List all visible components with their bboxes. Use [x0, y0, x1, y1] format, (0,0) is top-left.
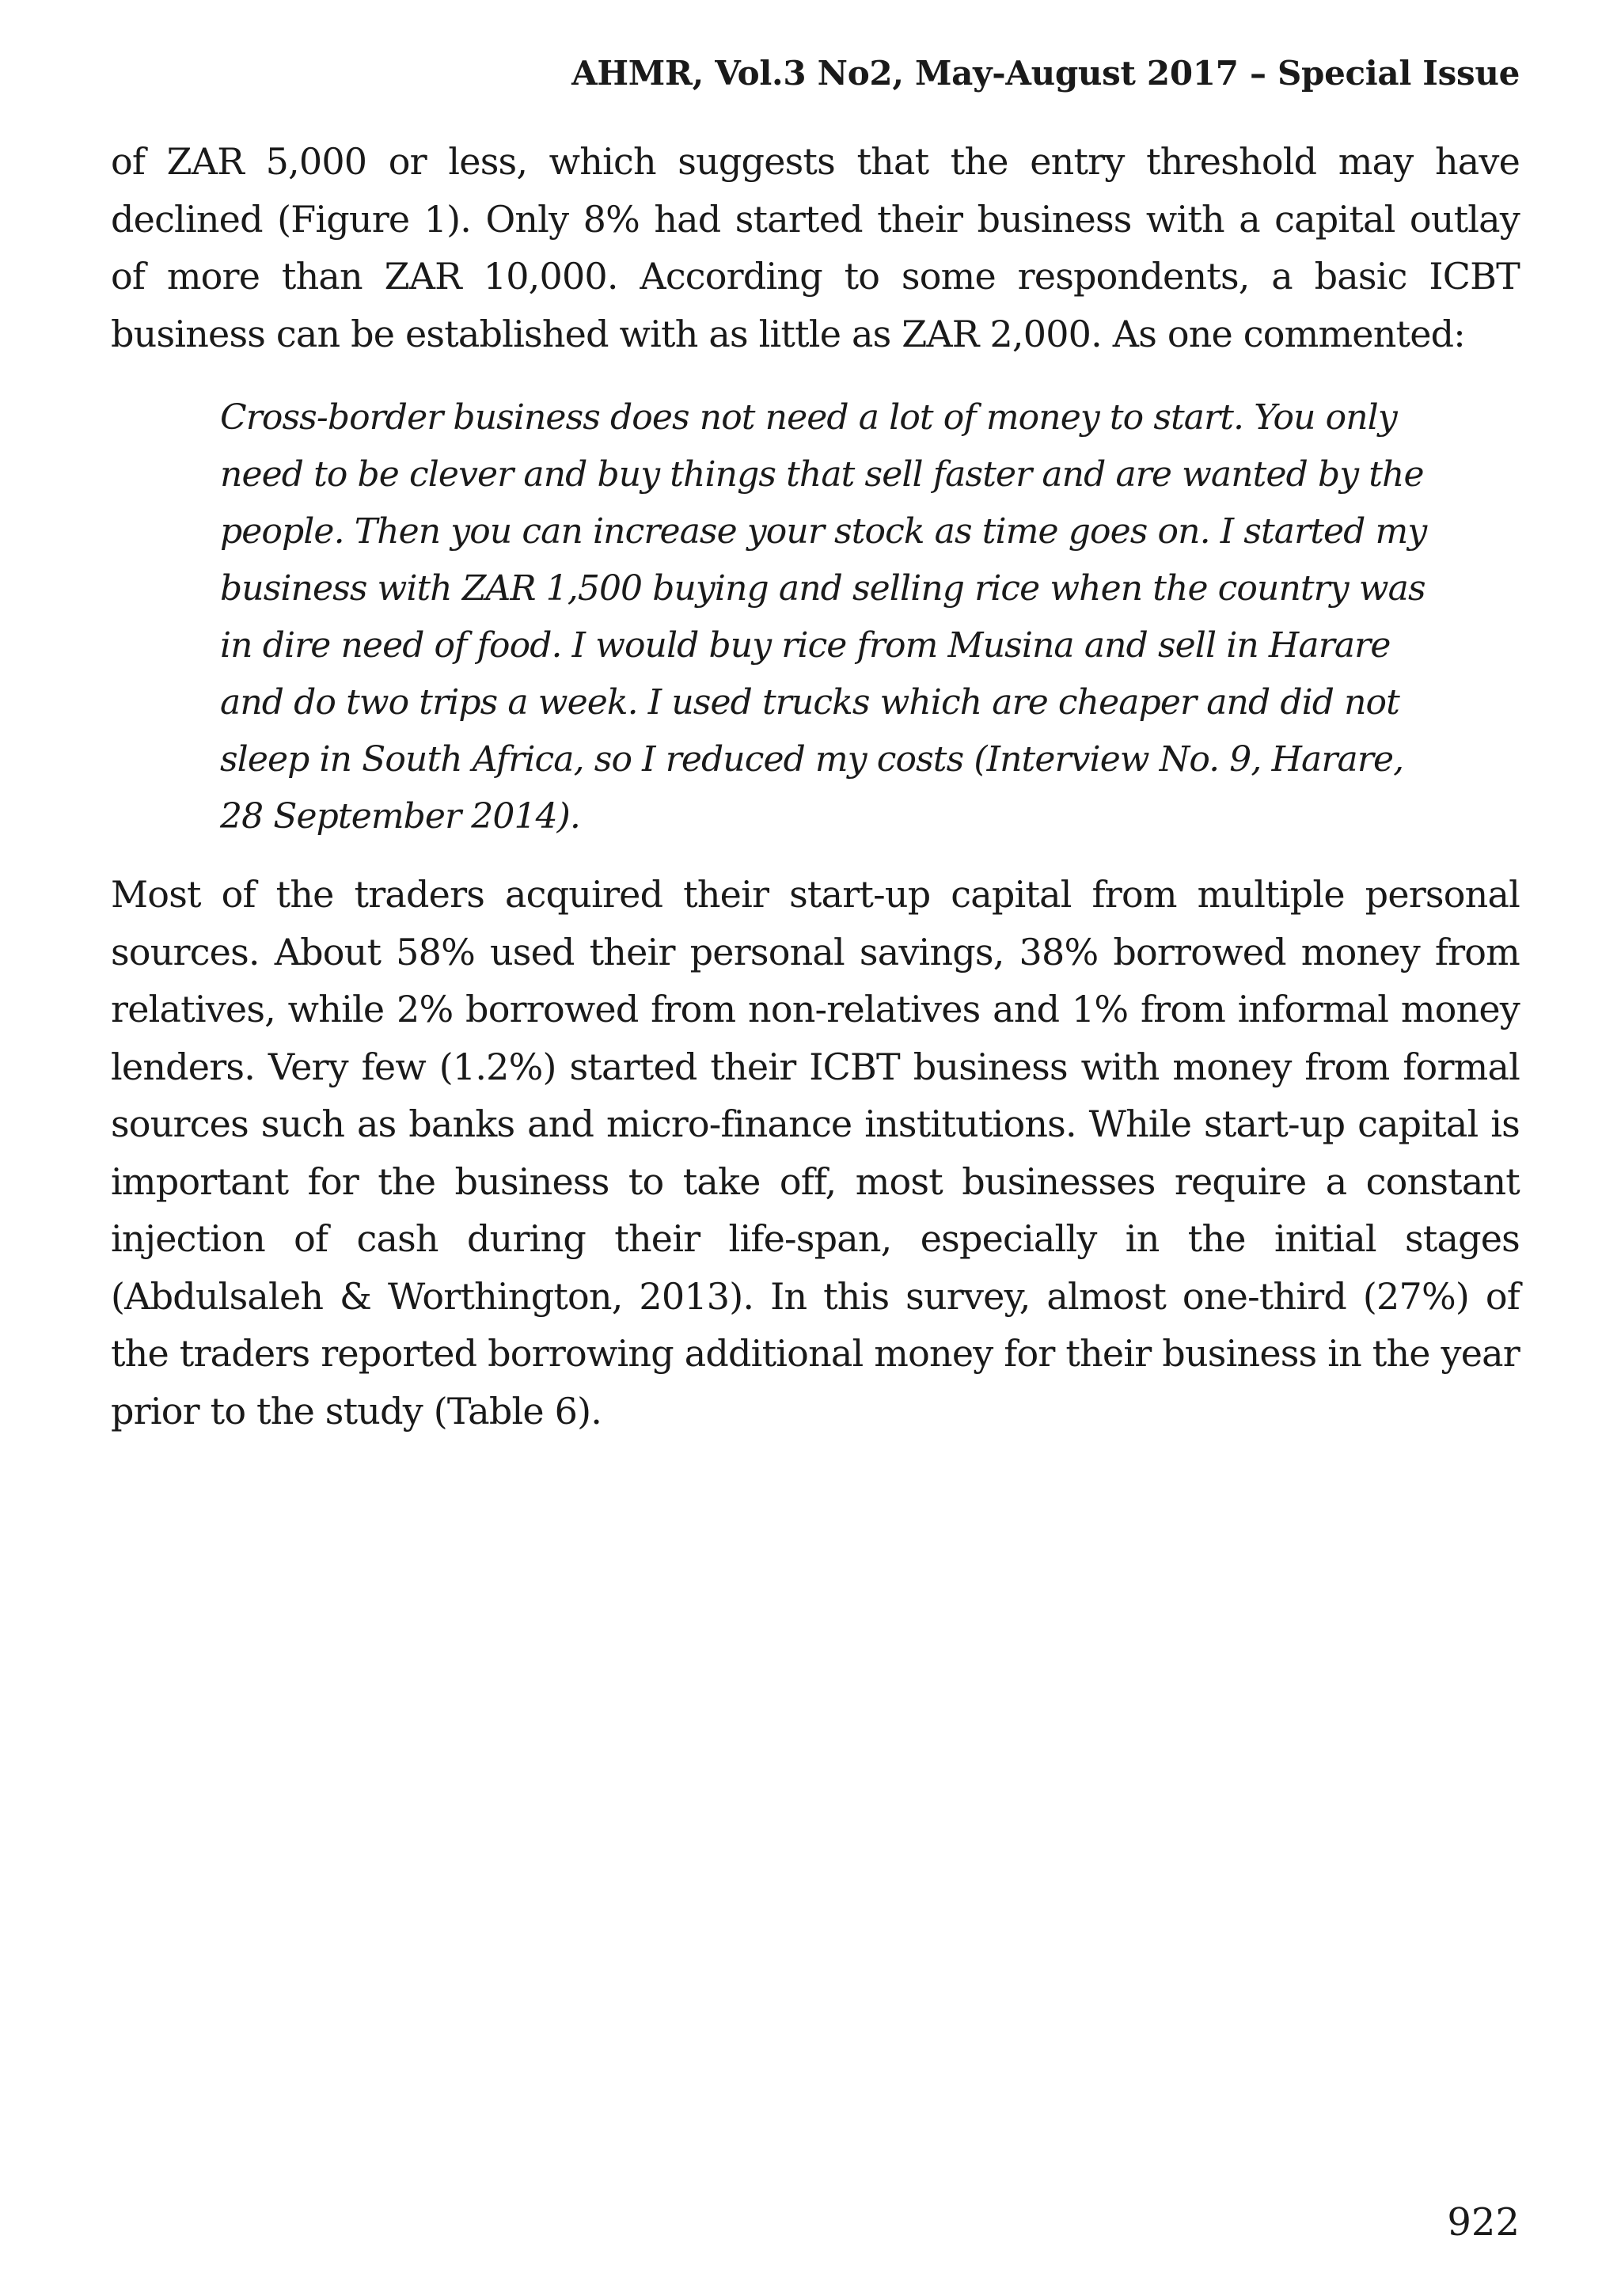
- page-number: 922: [1447, 2200, 1520, 2245]
- body-paragraph: of ZAR 5,000 or less, which suggests that the entry threshold may have declined (Figure 1). Only 8% had started their business with a capital outlay of more than ZAR 10,000. According to some respondents, a basic ICBT business can be established with as little as ZAR 2,000. As one commented:: [111, 140, 1520, 355]
- body-paragraph: Most of the traders acquired their start-up capital from multiple personal sources. About 58% used their personal savings, 38% borrowed money from relatives, while 2% borrowed from non-relatives and 1% from informal money lenders. Very few (1.2%) started their ICBT business with money from formal sources such as banks and micro-finance institutions. While start-up capital is important for the business to take off, most businesses require a constant injection of cash during their life-span, especially in the initial stages (Abdulsaleh & Worthington, 2013). In this survey, almost one-third (27%) of the traders reported borrowing additional money for their business in the year prior to the study (Table 6).: [111, 873, 1520, 1433]
- running-header: AHMR, Vol.3 No2, May-August 2017 – Special Issue: [571, 54, 1520, 93]
- block-quote: Cross-border business does not need a lot of money to start. You only need to be clever and buy things that sell faster and are wanted by the people. Then you can increase your stock as time goes on. I started my business with ZAR 1,500 buying and selling rice when the country was in dire need of food. I would buy rice from Musina and sell in Harare and do two trips a week. I used trucks which are cheaper and did not sleep in South Africa, so I reduced my costs (Interview No. 9, Harare, 28 September 2014).: [220, 397, 1427, 837]
